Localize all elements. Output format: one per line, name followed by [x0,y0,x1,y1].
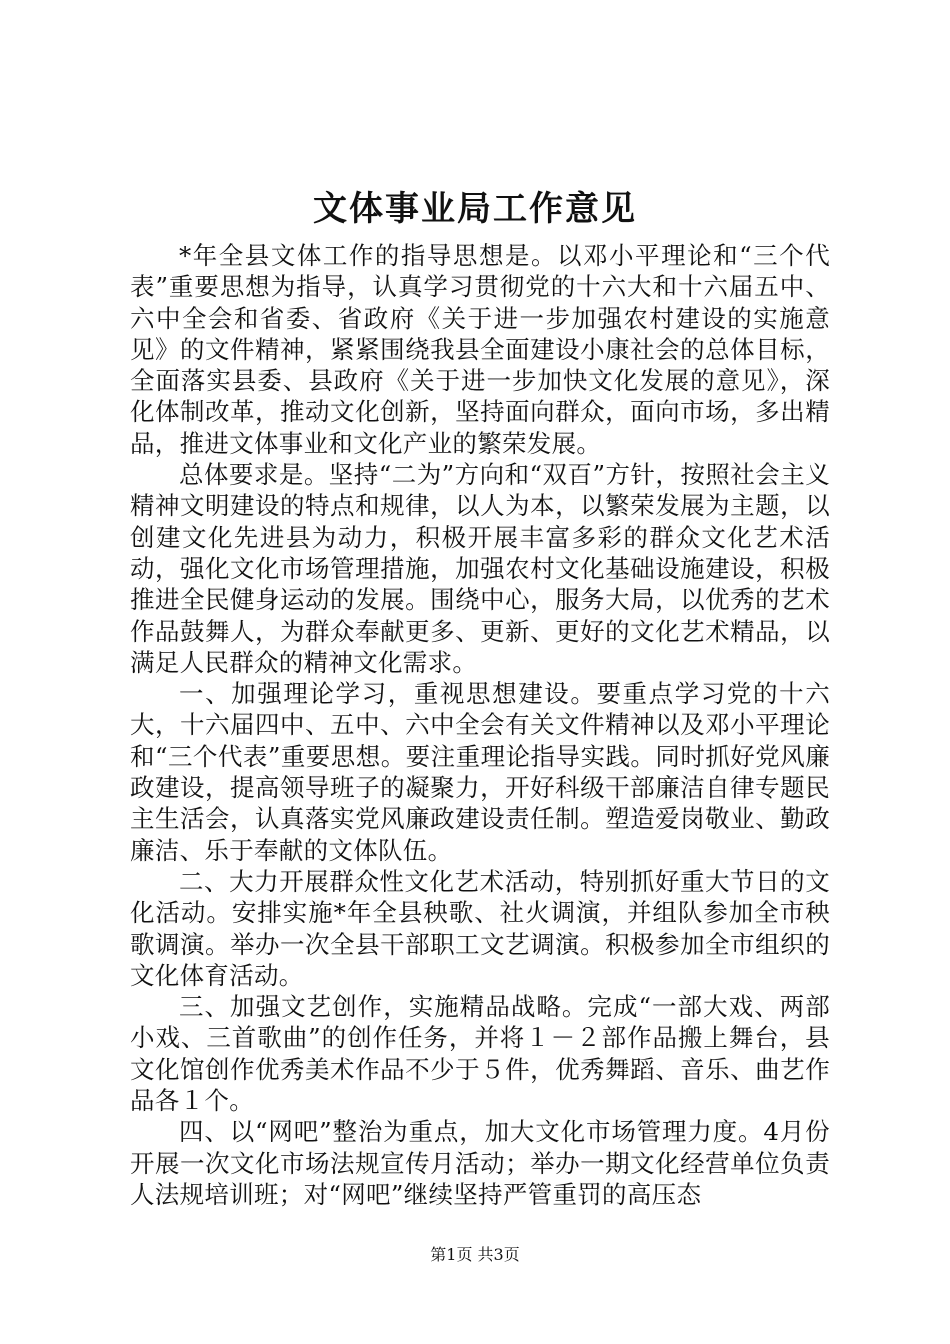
paragraph-guiding-ideology: *年全县文体工作的指导思想是。以邓小平理论和“三个代表”重要思想为指导，认真学习贯彻党的十六大和十六届五中、六中全会和省委、省政府《关于进一步加强农村建设的实施意见》的文件精神，紧紧围绕我县全面建设小康社会的总体目标，全面落实县委、县政府《关于进一步加快文化发展的意见》，深化体制改革，推动文化创新，坚持面向群众，面向市场，多出精品，推进文体事业和文化产业的繁荣发展。 [130,241,831,458]
paragraph-overall-requirements: 总体要求是。坚持“二为”方向和“双百”方针，按照社会主义精神文明建设的特点和规律，以人为本，以繁荣发展为主题，以创建文化先进县为动力，积极开展丰富多彩的群众文化艺术活动，强化文化市场管理措施，加强农村文化基础设施建设，积极推进全民健身运动的发展。围绕中心，服务大局，以优秀的艺术作品鼓舞人，为群众奉献更多、更新、更好的文化艺术精品，以满足人民群众的精神文化需求。 [130,460,830,677]
document-title: 文体事业局工作意见 [313,189,637,229]
paragraph-mass-culture-activities: 二、大力开展群众性文化艺术活动，特别抓好重大节日的文化活动。安排实施*年全县秧歌、社火调演，并组队参加全市秧歌调演。举办一次全县干部职工文艺调演。积极参加全市组织的文化体育活动。 [130,866,830,990]
document-body [130,240,830,1210]
paragraph-art-creation: 三、加强文艺创作，实施精品战略。完成“一部大戏、两部小戏、三首歌曲”的创作任务，并将１－２部作品搬上舞台，县文化馆创作优秀美术作品不少于５件，优秀舞蹈、音乐、曲艺作品各１个。 [130,992,830,1116]
paragraph-theory-study: 一、加强理论学习，重视思想建设。要重点学习党的十六大，十六届四中、五中、六中全会有关文件精神以及邓小平理论和“三个代表”重要思想。要注重理论指导实践。同时抓好党风廉政建设，提高领导班子的凝聚力，开好科级干部廉洁自律专题民主生活会，认真落实党风廉政建设责任制。塑造爱岗敬业、勤政廉洁、乐于奉献的文体队伍。 [130,679,830,865]
paragraph-market-management: 四、以“网吧”整治为重点，加大文化市场管理力度。4月份开展一次文化市场法规宣传月活动；举办一期文化经营单位负责人法规培训班；对“网吧”继续坚持严管重罚的高压态 [130,1117,830,1209]
page-number-footer: 第1页 共3页 [430,1245,520,1264]
